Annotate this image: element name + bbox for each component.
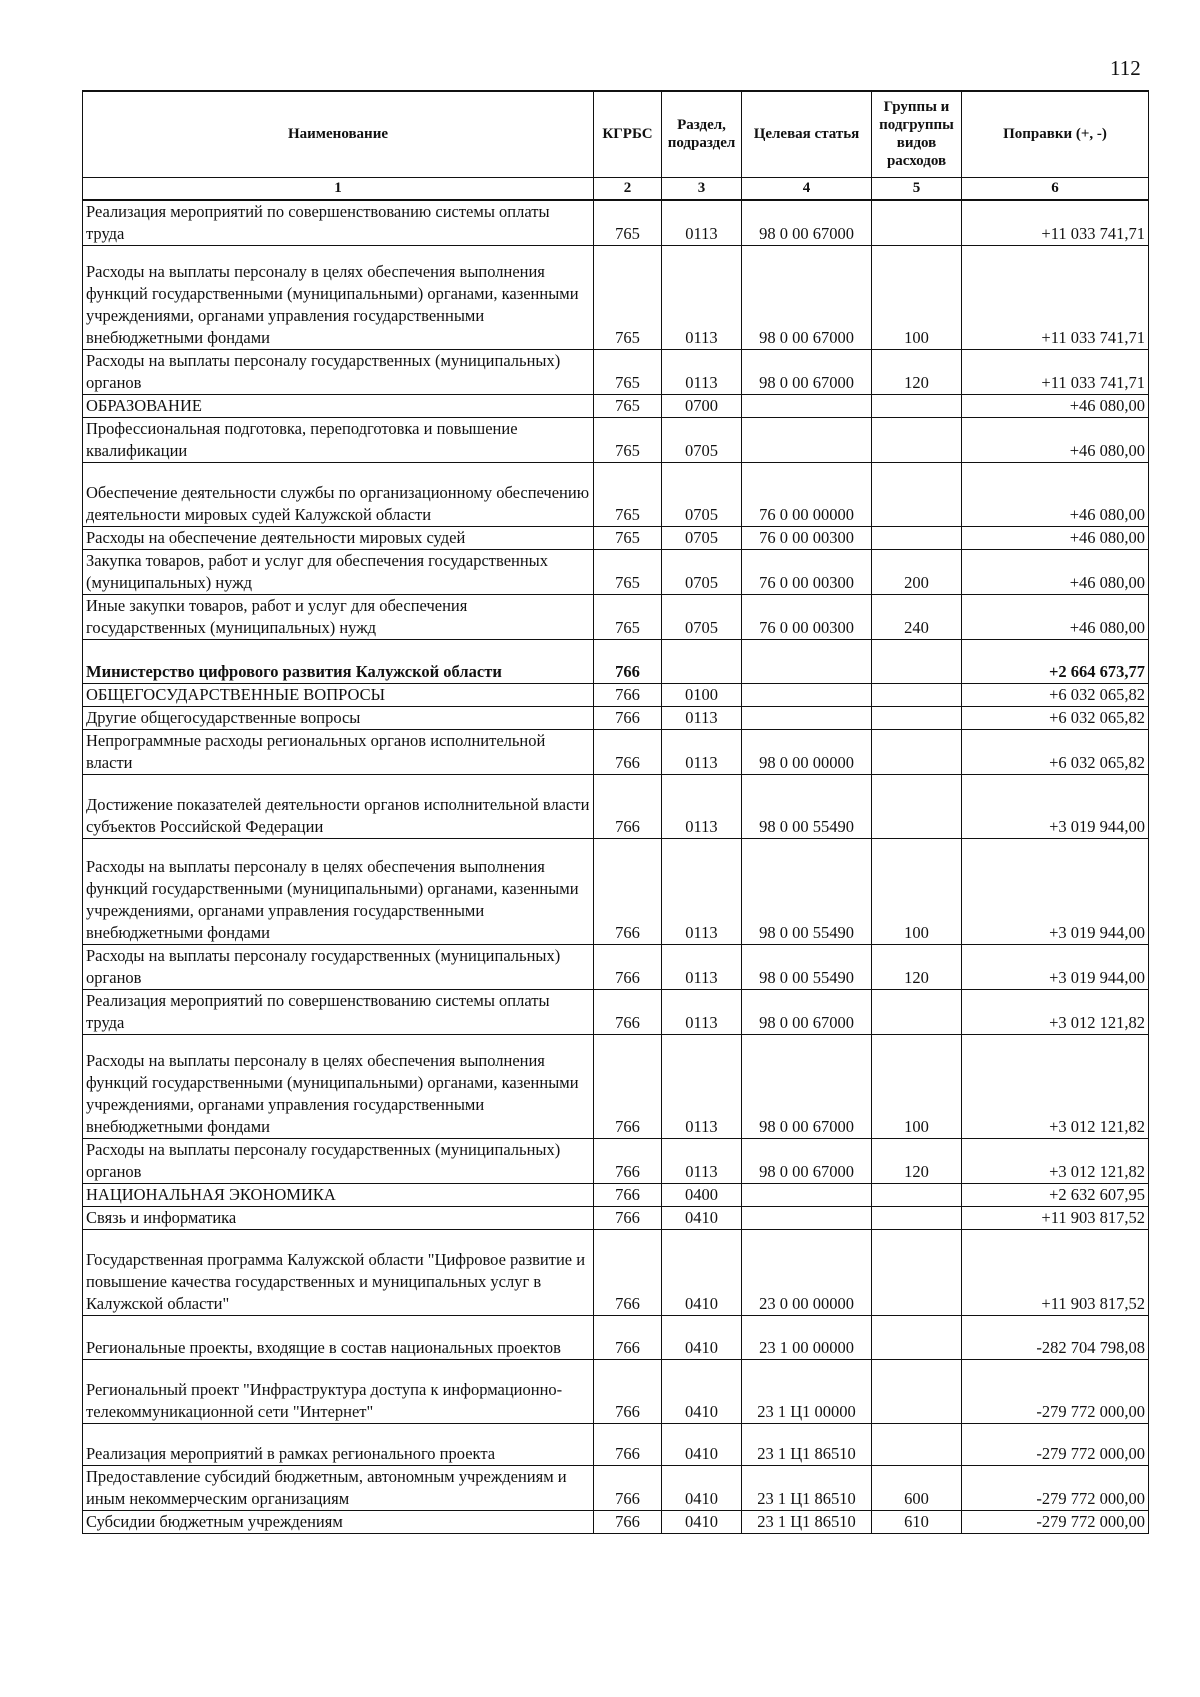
cell-group: [872, 1316, 962, 1360]
cell-kgrbs: 766: [594, 1139, 662, 1184]
cell-group: [872, 1207, 962, 1230]
cell-target: 98 0 00 00000: [742, 730, 872, 775]
cell-amount: -282 704 798,08: [962, 1316, 1149, 1360]
cell-section: 0113: [662, 1035, 742, 1139]
cell-group: [872, 200, 962, 246]
cell-section: 0700: [662, 395, 742, 418]
cell-amount: +11 903 817,52: [962, 1230, 1149, 1316]
table-row: [83, 640, 1149, 684]
cell-target: 23 0 00 00000: [742, 1230, 872, 1316]
cell-amount: +6 032 065,82: [962, 730, 1149, 775]
cell-amount: +46 080,00: [962, 550, 1149, 595]
cell-group: 120: [872, 1139, 962, 1184]
cell-target: 76 0 00 00300: [742, 527, 872, 550]
table-row: [83, 527, 1149, 550]
cell-kgrbs: 766: [594, 1230, 662, 1316]
cell-amount: +3 012 121,82: [962, 1035, 1149, 1139]
cell-target: 76 0 00 00300: [742, 550, 872, 595]
header-groups: Группы и подгруппы видов расходов: [872, 91, 962, 177]
cell-group: [872, 1230, 962, 1316]
cell-amount: +3 012 121,82: [962, 1139, 1149, 1184]
cell-name: НАЦИОНАЛЬНАЯ ЭКОНОМИКА: [83, 1184, 594, 1207]
cell-kgrbs: 766: [594, 1184, 662, 1207]
cell-group: [872, 775, 962, 839]
cell-target: [742, 418, 872, 463]
cell-target: 23 1 Ц1 86510: [742, 1466, 872, 1511]
header-section: Раздел, подраздел: [662, 91, 742, 177]
cell-group: [872, 640, 962, 684]
cell-section: 0410: [662, 1207, 742, 1230]
column-number: 3: [662, 177, 742, 200]
cell-group: [872, 1184, 962, 1207]
cell-group: 610: [872, 1511, 962, 1534]
cell-group: [872, 418, 962, 463]
cell-name: Расходы на выплаты персоналу государственных (муниципальных) органов: [83, 350, 594, 395]
cell-group: [872, 730, 962, 775]
cell-kgrbs: 766: [594, 640, 662, 684]
header-name: Наименование: [83, 91, 594, 177]
cell-kgrbs: 765: [594, 200, 662, 246]
cell-section: 0113: [662, 707, 742, 730]
cell-section: 0113: [662, 246, 742, 350]
cell-name: Расходы на выплаты персоналу государственных (муниципальных) органов: [83, 1139, 594, 1184]
table-row: [83, 1184, 1149, 1207]
cell-kgrbs: 766: [594, 730, 662, 775]
cell-name: Расходы на выплаты персоналу в целях обеспечения выполнения функций государственными (муниципальными) органами, казенными учреждениями, органами управления государственными внебюджетными фондами: [83, 246, 594, 350]
cell-amount: -279 772 000,00: [962, 1511, 1149, 1534]
table-header-row: [83, 91, 1149, 177]
cell-kgrbs: 766: [594, 990, 662, 1035]
cell-name: ОБЩЕГОСУДАРСТВЕННЫЕ ВОПРОСЫ: [83, 684, 594, 707]
cell-section: 0410: [662, 1316, 742, 1360]
cell-target: [742, 684, 872, 707]
cell-section: 0705: [662, 550, 742, 595]
cell-section: 0705: [662, 595, 742, 640]
table-row: [83, 730, 1149, 775]
cell-section: 0705: [662, 527, 742, 550]
cell-target: [742, 1184, 872, 1207]
cell-group: 100: [872, 246, 962, 350]
table-row: [83, 1511, 1149, 1534]
cell-target: 23 1 Ц1 86510: [742, 1511, 872, 1534]
cell-name: Министерство цифрового развития Калужской области: [83, 640, 594, 684]
cell-amount: +11 903 817,52: [962, 1207, 1149, 1230]
cell-name: Реализация мероприятий по совершенствованию системы оплаты труда: [83, 200, 594, 246]
cell-kgrbs: 766: [594, 1424, 662, 1466]
cell-name: Расходы на выплаты персоналу в целях обеспечения выполнения функций государственными (муниципальными) органами, казенными учреждениями, органами управления государственными внебюджетными фондами: [83, 839, 594, 945]
cell-target: 98 0 00 67000: [742, 200, 872, 246]
cell-amount: +3 019 944,00: [962, 775, 1149, 839]
cell-amount: -279 772 000,00: [962, 1360, 1149, 1424]
table-row: [83, 707, 1149, 730]
cell-kgrbs: 765: [594, 246, 662, 350]
cell-amount: +46 080,00: [962, 527, 1149, 550]
cell-amount: +46 080,00: [962, 595, 1149, 640]
column-numbers-row: [83, 177, 1149, 200]
cell-section: 0100: [662, 684, 742, 707]
cell-kgrbs: 766: [594, 1035, 662, 1139]
header-amendments: Поправки (+, -): [962, 91, 1149, 177]
cell-amount: +6 032 065,82: [962, 684, 1149, 707]
cell-group: 240: [872, 595, 962, 640]
cell-amount: +3 019 944,00: [962, 839, 1149, 945]
table-row: [83, 1360, 1149, 1424]
cell-group: 600: [872, 1466, 962, 1511]
column-number: 6: [962, 177, 1149, 200]
table-row: [83, 550, 1149, 595]
cell-amount: +46 080,00: [962, 463, 1149, 527]
cell-target: 23 1 Ц1 00000: [742, 1360, 872, 1424]
cell-section: 0410: [662, 1466, 742, 1511]
table-row: [83, 246, 1149, 350]
cell-target: 98 0 00 67000: [742, 990, 872, 1035]
cell-kgrbs: 765: [594, 418, 662, 463]
cell-group: 120: [872, 945, 962, 990]
cell-kgrbs: 766: [594, 684, 662, 707]
cell-target: [742, 395, 872, 418]
table-row: [83, 1035, 1149, 1139]
cell-kgrbs: 766: [594, 1511, 662, 1534]
cell-section: 0113: [662, 990, 742, 1035]
cell-amount: +2 664 673,77: [962, 640, 1149, 684]
cell-section: [662, 640, 742, 684]
table-row: [83, 990, 1149, 1035]
cell-name: Субсидии бюджетным учреждениям: [83, 1511, 594, 1534]
cell-kgrbs: 765: [594, 350, 662, 395]
cell-group: 200: [872, 550, 962, 595]
cell-group: 100: [872, 1035, 962, 1139]
cell-group: 120: [872, 350, 962, 395]
cell-amount: +46 080,00: [962, 418, 1149, 463]
cell-amount: +3 019 944,00: [962, 945, 1149, 990]
cell-section: 0410: [662, 1360, 742, 1424]
table-row: [83, 839, 1149, 945]
cell-amount: +11 033 741,71: [962, 200, 1149, 246]
cell-kgrbs: 766: [594, 1316, 662, 1360]
cell-name: Реализация мероприятий по совершенствованию системы оплаты труда: [83, 990, 594, 1035]
cell-kgrbs: 765: [594, 527, 662, 550]
cell-kgrbs: 766: [594, 1207, 662, 1230]
header-target: Целевая статья: [742, 91, 872, 177]
cell-group: [872, 395, 962, 418]
cell-amount: +3 012 121,82: [962, 990, 1149, 1035]
cell-name: ОБРАЗОВАНИЕ: [83, 395, 594, 418]
table-row: [83, 1316, 1149, 1360]
cell-amount: +11 033 741,71: [962, 350, 1149, 395]
cell-target: 98 0 00 67000: [742, 1139, 872, 1184]
cell-kgrbs: 766: [594, 775, 662, 839]
cell-target: 98 0 00 67000: [742, 1035, 872, 1139]
cell-name: Расходы на выплаты персоналу государственных (муниципальных) органов: [83, 945, 594, 990]
cell-name: Расходы на обеспечение деятельности мировых судей: [83, 527, 594, 550]
cell-group: [872, 463, 962, 527]
cell-kgrbs: 765: [594, 463, 662, 527]
cell-target: 76 0 00 00300: [742, 595, 872, 640]
table-row: [83, 418, 1149, 463]
table-row: [83, 200, 1149, 246]
table-row: [83, 775, 1149, 839]
table-row: [83, 1207, 1149, 1230]
cell-section: 0113: [662, 945, 742, 990]
cell-amount: -279 772 000,00: [962, 1424, 1149, 1466]
cell-name: Предоставление субсидий бюджетным, автономным учреждениям и иным некоммерческим организациям: [83, 1466, 594, 1511]
cell-name: Обеспечение деятельности службы по организационному обеспечению деятельности мировых судей Калужской области: [83, 463, 594, 527]
cell-section: 0113: [662, 350, 742, 395]
cell-group: [872, 527, 962, 550]
cell-name: Реализация мероприятий в рамках регионального проекта: [83, 1424, 594, 1466]
cell-target: 23 1 00 00000: [742, 1316, 872, 1360]
cell-section: 0113: [662, 200, 742, 246]
cell-group: 100: [872, 839, 962, 945]
cell-section: 0113: [662, 839, 742, 945]
cell-section: 0410: [662, 1511, 742, 1534]
cell-amount: +46 080,00: [962, 395, 1149, 418]
cell-group: [872, 707, 962, 730]
cell-amount: +2 632 607,95: [962, 1184, 1149, 1207]
cell-name: Другие общегосударственные вопросы: [83, 707, 594, 730]
cell-name: Региональный проект "Инфраструктура доступа к информационно-телекоммуникационной сети "Интернет": [83, 1360, 594, 1424]
cell-target: [742, 640, 872, 684]
table-row: [83, 684, 1149, 707]
table-row: [83, 1139, 1149, 1184]
cell-target: 98 0 00 55490: [742, 945, 872, 990]
cell-name: Расходы на выплаты персоналу в целях обеспечения выполнения функций государственными (муниципальными) органами, казенными учреждениями, органами управления государственными внебюджетными фондами: [83, 1035, 594, 1139]
column-number: 2: [594, 177, 662, 200]
cell-section: 0400: [662, 1184, 742, 1207]
cell-section: 0410: [662, 1424, 742, 1466]
cell-target: 23 1 Ц1 86510: [742, 1424, 872, 1466]
cell-group: [872, 990, 962, 1035]
cell-name: Иные закупки товаров, работ и услуг для обеспечения государственных (муниципальных) нужд: [83, 595, 594, 640]
cell-kgrbs: 766: [594, 707, 662, 730]
table-body: [83, 200, 1149, 1534]
cell-section: 0113: [662, 730, 742, 775]
cell-kgrbs: 766: [594, 1360, 662, 1424]
cell-section: 0705: [662, 418, 742, 463]
cell-section: 0113: [662, 1139, 742, 1184]
cell-target: [742, 1207, 872, 1230]
cell-kgrbs: 765: [594, 550, 662, 595]
column-number: 1: [83, 177, 594, 200]
table-row: [83, 1466, 1149, 1511]
column-number: 4: [742, 177, 872, 200]
table-row: [83, 463, 1149, 527]
table-row: [83, 1230, 1149, 1316]
table-row: [83, 595, 1149, 640]
cell-group: [872, 1424, 962, 1466]
cell-name: Региональные проекты, входящие в состав национальных проектов: [83, 1316, 594, 1360]
cell-name: Профессиональная подготовка, переподготовка и повышение квалификации: [83, 418, 594, 463]
cell-section: 0410: [662, 1230, 742, 1316]
column-number: 5: [872, 177, 962, 200]
cell-amount: +11 033 741,71: [962, 246, 1149, 350]
cell-kgrbs: 766: [594, 1466, 662, 1511]
cell-group: [872, 684, 962, 707]
cell-name: Достижение показателей деятельности органов исполнительной власти субъектов Российской Федерации: [83, 775, 594, 839]
cell-kgrbs: 766: [594, 839, 662, 945]
cell-kgrbs: 766: [594, 945, 662, 990]
cell-target: 98 0 00 67000: [742, 246, 872, 350]
cell-group: [872, 1360, 962, 1424]
cell-name: Закупка товаров, работ и услуг для обеспечения государственных (муниципальных) нужд: [83, 550, 594, 595]
budget-amendments-table: [82, 90, 1149, 1534]
cell-kgrbs: 765: [594, 395, 662, 418]
cell-name: Государственная программа Калужской области "Цифровое развитие и повышение качества государственных и муниципальных услуг в Калужской области": [83, 1230, 594, 1316]
table-row: [83, 1424, 1149, 1466]
table-row: [83, 350, 1149, 395]
cell-amount: +6 032 065,82: [962, 707, 1149, 730]
cell-section: 0113: [662, 775, 742, 839]
cell-target: [742, 707, 872, 730]
table-row: [83, 395, 1149, 418]
cell-target: 98 0 00 55490: [742, 775, 872, 839]
header-kgrbs: КГРБС: [594, 91, 662, 177]
cell-target: 76 0 00 00000: [742, 463, 872, 527]
cell-name: Непрограммные расходы региональных органов исполнительной власти: [83, 730, 594, 775]
cell-target: 98 0 00 67000: [742, 350, 872, 395]
cell-kgrbs: 765: [594, 595, 662, 640]
cell-target: 98 0 00 55490: [742, 839, 872, 945]
cell-name: Связь и информатика: [83, 1207, 594, 1230]
table-row: [83, 945, 1149, 990]
cell-amount: -279 772 000,00: [962, 1466, 1149, 1511]
cell-section: 0705: [662, 463, 742, 527]
page-number: 112: [1110, 56, 1141, 80]
